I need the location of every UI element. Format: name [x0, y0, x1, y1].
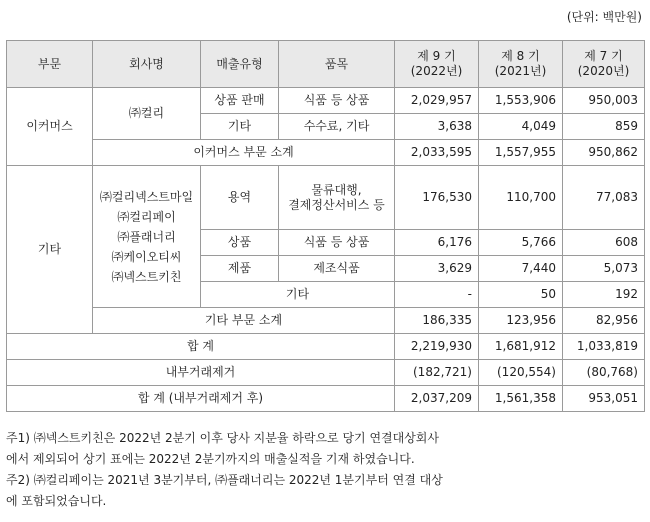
elimination-row — [7, 360, 645, 386]
value-cell: 4,049 — [479, 114, 563, 140]
subtotal-label: 이커머스 부문 소계 — [93, 140, 395, 166]
value-cell: 1,557,955 — [479, 140, 563, 166]
value-cell: 2,033,595 — [395, 140, 479, 166]
header-company: 회사명 — [93, 41, 201, 88]
header-period-7: 제 7 기 (2020년) — [563, 41, 645, 88]
header-row — [7, 41, 645, 88]
division-ecommerce: 이커머스 — [7, 88, 93, 166]
value-cell: 1,681,912 — [479, 334, 563, 360]
value-cell: 950,862 — [563, 140, 645, 166]
unit-label: (단위: 백만원) — [566, 10, 642, 24]
value-cell: 2,029,957 — [395, 88, 479, 114]
value-cell: 176,530 — [395, 166, 479, 230]
elimination-label: 내부거래제거 — [7, 360, 395, 386]
value-cell: (120,554) — [479, 360, 563, 386]
value-cell: 2,219,930 — [395, 334, 479, 360]
item-cell: 물류대행, 결제정산서비스 등 — [279, 166, 395, 230]
sales-type-cell: 상품 — [201, 230, 279, 256]
footnote-line: 에서 제외되어 상기 표에는 2022년 2분기까지의 매출실적을 기재 하였습니다. — [6, 452, 415, 466]
value-cell: 50 — [479, 282, 563, 308]
item-cell: 수수료, 기타 — [279, 114, 395, 140]
value-cell: 77,083 — [563, 166, 645, 230]
sales-table — [6, 40, 645, 412]
value-cell: 123,956 — [479, 308, 563, 334]
sales-type-cell: 상품 판매 — [201, 88, 279, 114]
header-item: 품목 — [279, 41, 395, 88]
footnote-line: 에 포함되었습니다. — [6, 494, 107, 508]
footnote-line: 주2) ㈜컬리페이는 2021년 3분기부터, ㈜플래너리는 2022년 1분기부터 연결 대상 — [6, 473, 443, 487]
value-cell: 950,003 — [563, 88, 645, 114]
value-cell: 3,629 — [395, 256, 479, 282]
total-row — [7, 334, 645, 360]
division-other: 기타 — [7, 166, 93, 334]
value-cell: 186,335 — [395, 308, 479, 334]
company-kurly: ㈜컬리 — [93, 88, 201, 140]
value-cell: 2,037,209 — [395, 386, 479, 412]
value-cell: 110,700 — [479, 166, 563, 230]
value-cell: 5,073 — [563, 256, 645, 282]
value-cell: 7,440 — [479, 256, 563, 282]
value-cell: 5,766 — [479, 230, 563, 256]
value-cell: 3,638 — [395, 114, 479, 140]
value-cell: 1,553,906 — [479, 88, 563, 114]
total-after-label: 합 계 (내부거래제거 후) — [7, 386, 395, 412]
item-cell: 식품 등 상품 — [279, 230, 395, 256]
total-after-row — [7, 386, 645, 412]
etc-label: 기타 — [201, 282, 395, 308]
value-cell: 1,033,819 — [563, 334, 645, 360]
footnote-line: 주1) ㈜넥스트키친은 2022년 2분기 이후 당사 지분율 하락으로 당기 연결대상회사 — [6, 431, 439, 445]
value-cell: 859 — [563, 114, 645, 140]
value-cell: (80,768) — [563, 360, 645, 386]
subtotal-label: 기타 부문 소계 — [93, 308, 395, 334]
value-cell: - — [395, 282, 479, 308]
value-cell: 192 — [563, 282, 645, 308]
header-period-8: 제 8 기 (2021년) — [479, 41, 563, 88]
item-cell: 식품 등 상품 — [279, 88, 395, 114]
company-list-other: ㈜컬리넥스트마일 ㈜컬리페이 ㈜플래너리 ㈜케이오티씨 ㈜넥스트키친 — [93, 166, 201, 308]
ecommerce-subtotal-row — [7, 140, 645, 166]
value-cell: 1,561,358 — [479, 386, 563, 412]
header-sales-type: 매출유형 — [201, 41, 279, 88]
value-cell: 953,051 — [563, 386, 645, 412]
header-period-9: 제 9 기 (2022년) — [395, 41, 479, 88]
item-cell: 제조식품 — [279, 256, 395, 282]
other-subtotal-row — [7, 308, 645, 334]
table-row — [7, 88, 645, 114]
total-label: 합 계 — [7, 334, 395, 360]
value-cell: 82,956 — [563, 308, 645, 334]
sales-type-cell: 제품 — [201, 256, 279, 282]
value-cell: (182,721) — [395, 360, 479, 386]
value-cell: 6,176 — [395, 230, 479, 256]
footnotes — [6, 428, 646, 512]
value-cell: 608 — [563, 230, 645, 256]
sales-type-cell: 기타 — [201, 114, 279, 140]
header-division: 부문 — [7, 41, 93, 88]
table-row — [7, 166, 645, 230]
sales-type-cell: 용역 — [201, 166, 279, 230]
